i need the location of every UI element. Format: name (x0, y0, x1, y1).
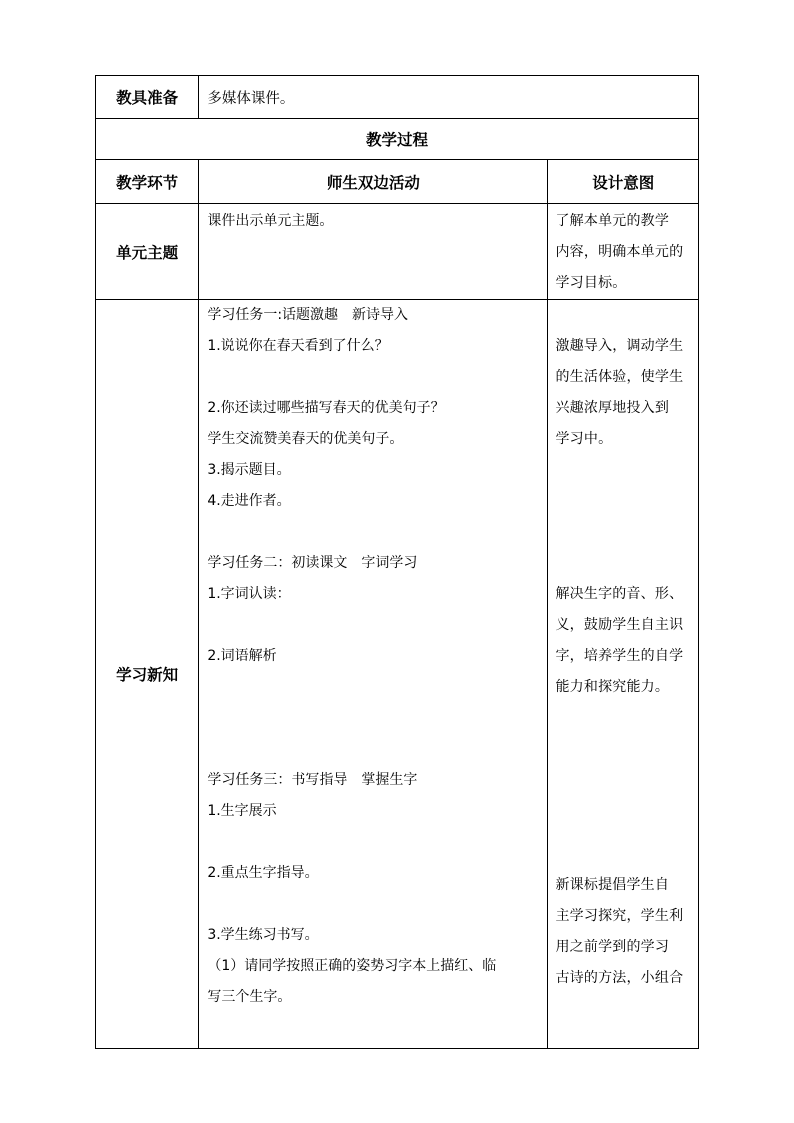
task2-title: 学习任务二：初读课文 字词学习 (207, 555, 418, 571)
task2-q2: 2.词语解析 (207, 648, 277, 664)
task2-q1: 1.字词认读： (207, 586, 291, 602)
task3-q3-note-line2: 写三个生字。 (207, 989, 292, 1005)
unit-theme-intent (548, 204, 699, 300)
task3-title: 学习任务三：书写指导 掌握生字 (207, 772, 418, 788)
column-header-stage: 教学环节 (96, 160, 199, 204)
task1-title: 学习任务一:话题激趣 新诗导入 (207, 307, 409, 323)
unit-theme-activity (199, 204, 548, 300)
intent-line: 主学习探究，学生利 (555, 908, 684, 924)
intent-line: 学习目标。 (555, 275, 627, 291)
process-title-row (96, 119, 699, 160)
learn-label: 学习新知 (96, 300, 199, 1049)
tools-label: 教具准备 (96, 76, 199, 119)
intent-line: 古诗的方法，小组合 (555, 970, 684, 986)
task3-q1: 1.生字展示 (207, 803, 277, 819)
task3-q3: 3.学生练习书写。 (207, 927, 319, 943)
task1-q2: 2.你还读过哪些描写春天的优美句子？ (207, 400, 445, 416)
intent-line: 的生活体验，使学生 (555, 369, 684, 385)
task3-q3-note-line1: （1）请同学按照正确的姿势习字本上描红、临 (207, 958, 497, 974)
column-header-row (96, 160, 699, 204)
intent-line: 内容，明确本单元的 (555, 244, 684, 260)
intent-line: 兴趣浓厚地投入到 (555, 400, 670, 416)
intent-line: 新课标提倡学生自 (555, 877, 670, 893)
learn-row (96, 300, 699, 1049)
unit-theme-row (96, 204, 699, 300)
unit-theme-label: 单元主题 (96, 204, 199, 300)
intent-line: 用之前学到的学习 (555, 939, 670, 955)
task1-q2-note: 学生交流赞美春天的优美句子。 (207, 431, 404, 447)
unit-theme-activity-text: 课件出示单元主题。 (207, 213, 334, 229)
learn-activity (199, 300, 548, 1049)
column-header-activity: 师生双边活动 (199, 160, 548, 204)
task1-q1: 1.说说你在春天看到了什么？ (207, 338, 389, 354)
intent-line: 学习中。 (555, 431, 613, 447)
task1-q4: 4.走进作者。 (207, 493, 291, 509)
lesson-plan-table (95, 75, 699, 1049)
process-title: 教学过程 (96, 119, 699, 160)
tools-value: 多媒体课件。 (199, 76, 699, 119)
intent-line: 激趣导入，调动学生 (555, 338, 684, 354)
intent-line: 能力和探究能力。 (555, 679, 670, 695)
column-header-intent: 设计意图 (548, 160, 699, 204)
intent-line: 了解本单元的教学 (555, 213, 670, 229)
intent-line: 字，培养学生的自学 (555, 648, 684, 664)
intent-line: 解决生字的音、形、 (555, 586, 684, 602)
task1-q3: 3.揭示题目。 (207, 462, 291, 478)
tools-row (96, 76, 699, 119)
learn-intent (548, 300, 699, 1049)
intent-line: 义，鼓励学生自主识 (555, 617, 684, 633)
task3-q2: 2.重点生字指导。 (207, 865, 319, 881)
